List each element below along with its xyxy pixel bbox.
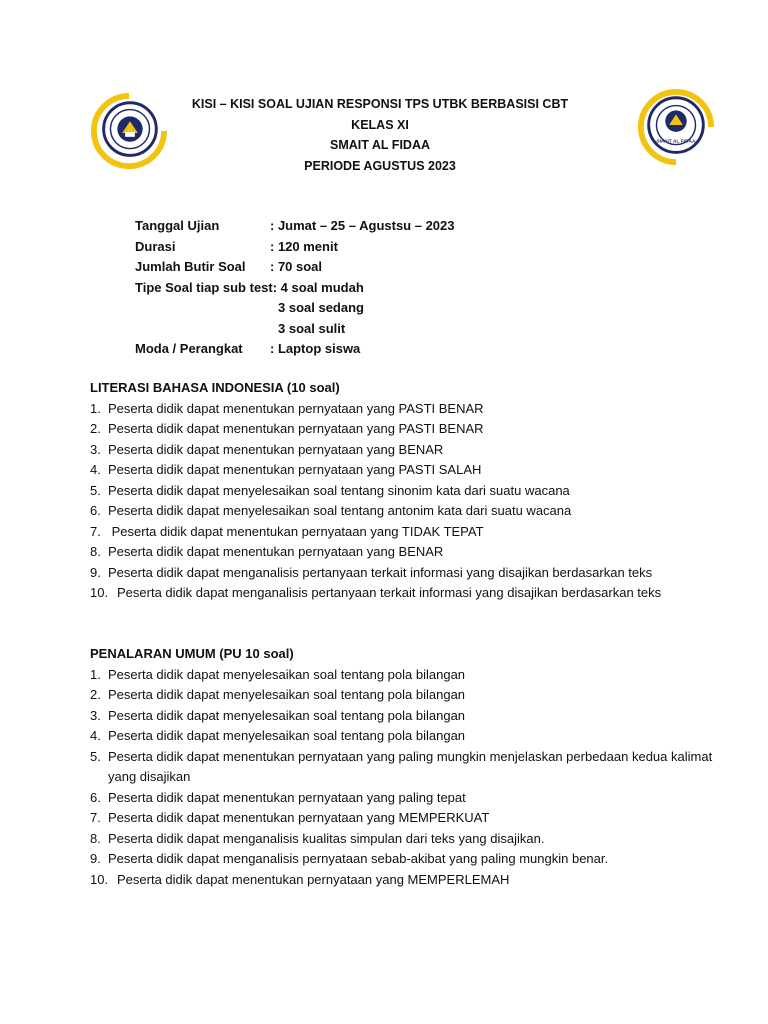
list-item: 6. Peserta didik dapat menyelesaikan soal tentang antonim kata dari suatu wacana <box>90 503 572 518</box>
list-item: 10. Peserta didik dapat menentukan pernyataan yang MEMPERLEMAH <box>90 871 510 887</box>
tanggal-label: Tanggal Ujian <box>135 218 220 233</box>
literasi-heading: LITERASI BAHASA INDONESIA (10 soal) <box>90 380 340 395</box>
jumlah-label: Jumlah Butir Soal <box>135 259 246 274</box>
durasi-value: : 120 menit <box>270 238 338 254</box>
literasi-section <box>90 378 730 604</box>
list-item: 10. Peserta didik dapat menganalisis pertanyaan terkait informasi yang disajikan berdasarkan teks <box>90 585 662 600</box>
tipe-label: Tipe Soal tiap sub test <box>135 279 273 295</box>
list-item: 6. Peserta didik dapat menentukan pernyataan yang paling tepat <box>90 789 466 805</box>
list-item: 7. Peserta didik dapat menentukan pernyataan yang TIDAK TEPAT <box>90 523 484 539</box>
moda-value: : Laptop siswa <box>270 341 361 356</box>
document-title <box>150 94 610 176</box>
jumlah-value: : 70 soal <box>270 259 323 274</box>
penalaran-heading: PENALARAN UMUM (PU 10 soal) <box>90 646 294 661</box>
tipe-cont-2: 3 soal sulit <box>278 320 346 336</box>
tanggal-value: : Jumat – 25 – Agustsu – 2023 <box>270 218 455 233</box>
list-item: 4. Peserta didik dapat menentukan pernyataan yang PASTI SALAH <box>90 462 482 477</box>
logo-right-text: SMAIT AL FIDAA <box>656 139 696 145</box>
title-line-3: SMAIT AL FIDAA <box>330 138 430 152</box>
list-item: 9. Peserta didik dapat menganalisis pernyataan sebab-akibat yang paling mungkin benar. <box>90 851 609 866</box>
literasi-list <box>90 399 730 604</box>
title-line-4: PERIODE AGUSTUS 2023 <box>304 158 456 173</box>
list-item: 5. Peserta didik dapat menyelesaikan soal tentang sinonim kata dari suatu wacana <box>90 482 570 498</box>
list-item: 3. Peserta didik dapat menentukan pernyataan yang BENAR <box>90 441 444 457</box>
list-item: 7. Peserta didik dapat menentukan pernyataan yang MEMPERKUAT <box>90 810 490 825</box>
list-item: 4. Peserta didik dapat menyelesaikan soal tentang pola bilangan <box>90 728 466 743</box>
penalaran-section <box>90 644 730 890</box>
title-line-1: KISI – KISI SOAL UJIAN RESPONSI TPS UTBK BERBASISI CBT <box>191 97 569 111</box>
tipe-value: : 4 soal mudah <box>272 279 364 295</box>
list-item: 3. Peserta didik dapat menyelesaikan soal tentang pola bilangan <box>90 707 466 723</box>
penalaran-list <box>90 665 730 891</box>
list-item: 5. Peserta didik dapat menentukan pernyataan yang paling mungkin menjelaskan perbedaan kedua kalimat yang disajikan <box>90 748 713 784</box>
list-item: 9. Peserta didik dapat menganalisis pertanyaan terkait informasi yang disajikan berdasarkan teks <box>90 564 653 580</box>
title-line-2: KELAS XI <box>351 117 409 132</box>
exam-info <box>135 216 455 360</box>
list-item: 8. Peserta didik dapat menganalisis kualitas simpulan dari teks yang disajikan. <box>90 830 545 846</box>
list-item: 1. Peserta didik dapat menyelesaikan soal tentang pola bilangan <box>90 666 466 682</box>
list-item: 1. Peserta didik dapat menentukan pernyataan yang PASTI BENAR <box>90 400 484 416</box>
list-item: 8. Peserta didik dapat menentukan pernyataan yang BENAR <box>90 544 444 559</box>
moda-label: Moda / Perangkat <box>135 341 243 356</box>
school-logo-right-icon <box>637 88 715 166</box>
list-item: 2. Peserta didik dapat menentukan pernyataan yang PASTI BENAR <box>90 421 484 436</box>
list-item: 2. Peserta didik dapat menyelesaikan soal tentang pola bilangan <box>90 687 466 702</box>
tipe-cont-1: 3 soal sedang <box>278 300 364 315</box>
durasi-label: Durasi <box>135 238 176 254</box>
